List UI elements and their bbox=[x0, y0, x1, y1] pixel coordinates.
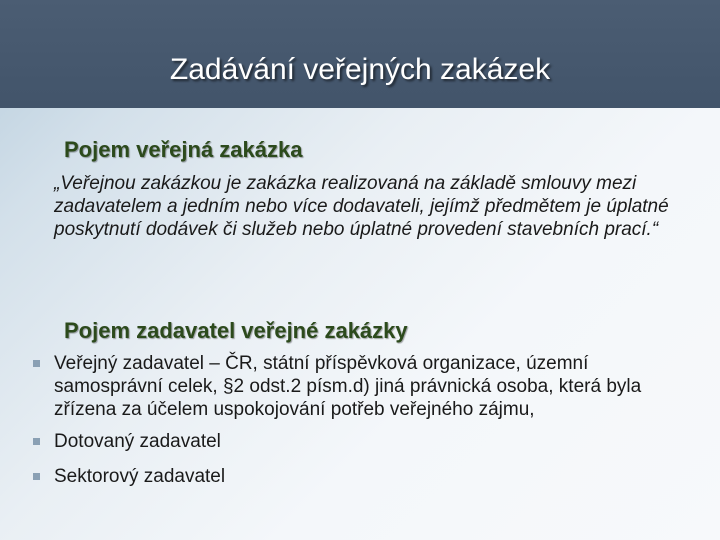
bullet-list bbox=[0, 352, 700, 500]
bullet-text: Veřejný zadavatel – ČR, státní příspěvková organizace, územní samosprávní celek, §2 odst.2 písm.d) jiná právnická osoba, která byla zřízena za účelem uspokojování potřeb veřejného zájmu, bbox=[54, 353, 642, 420]
bullet-text: Sektorový zadavatel bbox=[54, 466, 226, 487]
square-bullet-icon bbox=[33, 473, 40, 480]
slide-title: Zadávání veřejných zakázek bbox=[169, 53, 551, 86]
square-bullet-icon bbox=[33, 438, 40, 445]
bullet-text: Dotovaný zadavatel bbox=[54, 431, 221, 452]
list-item bbox=[0, 430, 700, 453]
section-heading-public-contract: Pojem veřejná zakázka bbox=[64, 137, 303, 162]
square-bullet-icon bbox=[33, 360, 40, 367]
section-heading-contracting-authority: Pojem zadavatel veřejné zakázky bbox=[64, 318, 408, 343]
list-item bbox=[0, 352, 700, 421]
definition-text: „Veřejnou zakázkou je zakázka realizovaná na základě smlouvy mezi zadavatelem a jedním nebo více dodavateli, jejímž předmětem je úplatné poskytnutí dodávek či služeb nebo úplatné provedení stavebních prací.“ bbox=[54, 173, 669, 240]
list-item bbox=[0, 465, 700, 488]
title-bar bbox=[0, 0, 720, 108]
